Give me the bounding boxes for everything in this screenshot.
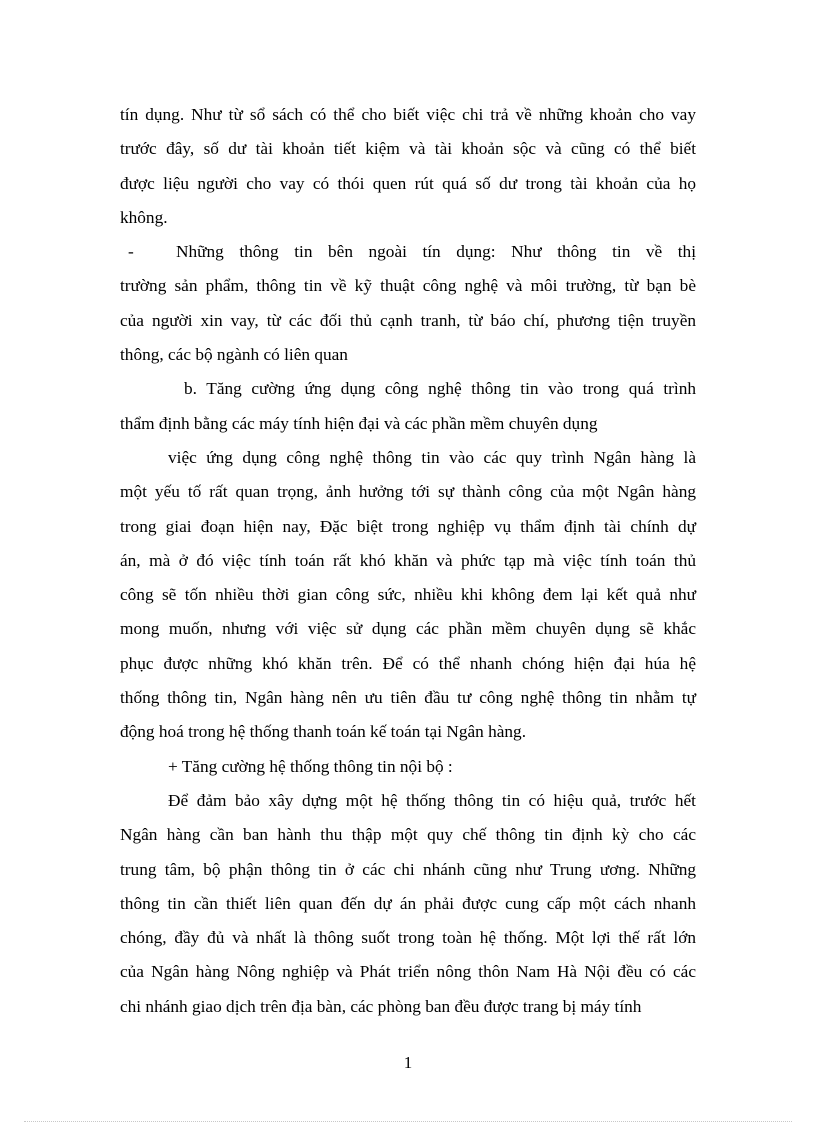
bullet-line — [120, 235, 696, 269]
text-line: Ngân hàng cần ban hành thu thập một quy chế thông tin định kỳ cho các — [120, 825, 696, 845]
bullet-dash: - — [128, 242, 134, 262]
text-line: thông tin cần thiết liên quan đến dự án phải được cung cấp một cách nhanh — [120, 893, 696, 913]
text-line: mong muốn, nhưng với việc sử dụng các phần mềm chuyên dụng sẽ khắc — [120, 619, 696, 639]
text-line: việc ứng dụng công nghệ thông tin vào các quy trình Ngân hàng là — [168, 447, 696, 467]
text-line: thông, các bộ ngành có liên quan — [120, 345, 348, 365]
section-heading: + Tăng cường hệ thống thông tin nội bộ : — [168, 756, 453, 776]
text-line: tín dụng. Như từ sổ sách có thể cho biết việc chi trả về những khoản cho vay — [120, 105, 696, 124]
text-line: chóng, đầy đủ và nhất là thông suốt trong toàn hệ thống. Một lợi thế rất lớn — [120, 928, 696, 948]
text-line: của Ngân hàng Nông nghiệp và Phát triển nông thôn Nam Hà Nội đều có các — [120, 962, 696, 982]
text-line: trường sản phẩm, thông tin về kỹ thuật công nghệ và môi trường, từ bạn bè — [120, 276, 696, 296]
section-heading: b. Tăng cường ứng dụng công nghệ thông tin vào trong quá trình — [184, 379, 696, 399]
body-text — [120, 98, 696, 1024]
text-line: trong giai đoạn hiện nay, Đặc biệt trong nghiệp vụ thẩm định tài chính dự — [120, 516, 696, 536]
text-line: án, mà ở đó việc tính toán rất khó khăn và phức tạp mà việc tính toán thủ — [120, 550, 696, 570]
text-line: động hoá trong hệ thống thanh toán kế toán tại Ngân hàng. — [120, 722, 527, 742]
text-line: trước đây, số dư tài khoản tiết kiệm và tài khoản sộc và cũng có thể biết — [120, 139, 696, 159]
text-line: của người xin vay, từ các đối thủ cạnh tranh, từ báo chí, phương tiện truyền — [120, 310, 696, 330]
text-line: chi nhánh giao dịch trên địa bàn, các phòng ban đều được trang bị máy tính — [120, 996, 642, 1016]
footer-divider — [24, 1121, 792, 1122]
text-line: không. — [120, 207, 168, 227]
text-line: được liệu người cho vay có thói quen rút quá số dư trong tài khoản của họ — [120, 173, 696, 193]
section-heading: thẩm định bằng các máy tính hiện đại và các phần mềm chuyên dụng — [120, 413, 598, 433]
page-number: 1 — [403, 1053, 413, 1072]
text-line: công sẽ tốn nhiều thời gian công sức, nhiều khi không đem lại kết quả như — [120, 585, 696, 605]
text-line: trung tâm, bộ phận thông tin ở các chi nhánh cũng như Trung ương. Những — [120, 859, 696, 879]
text-line: Để đảm bảo xây dựng một hệ thống thông tin có hiệu quả, trước hết — [168, 790, 696, 810]
text-line: một yếu tố rất quan trọng, ảnh hưởng tới sự thành công của một Ngân hàng — [120, 482, 696, 502]
text-line: Những thông tin bên ngoài tín dụng: Như thông tin về thị — [176, 242, 696, 262]
text-line: thống thông tin, Ngân hàng nên ưu tiên đầu tư công nghệ thông tin nhằm tự — [120, 688, 696, 708]
text-line: phục được những khó khăn trên. Để có thể nhanh chóng hiện đại húa hệ — [120, 653, 696, 673]
